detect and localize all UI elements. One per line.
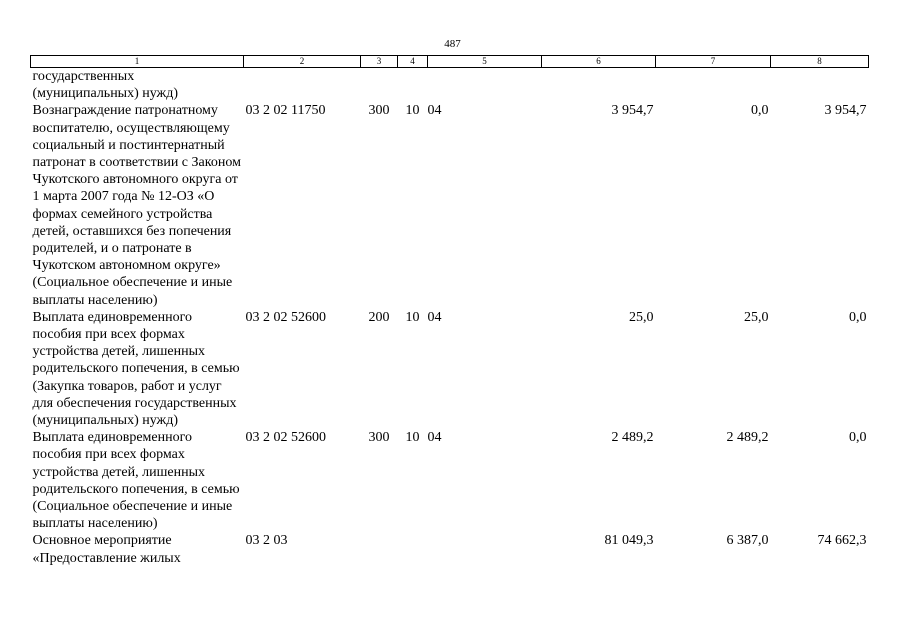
row-type — [361, 68, 398, 103]
row-value-7: 6 387,0 — [726, 533, 769, 549]
row-value-7: 0,0 — [751, 103, 769, 119]
table-row — [31, 309, 869, 429]
column-header-6: 6 — [542, 56, 656, 68]
row-value-6 — [542, 68, 656, 103]
row-value-8: 0,0 — [849, 430, 867, 446]
row-code: 03 2 03 — [245, 533, 288, 549]
column-header-4: 4 — [398, 56, 428, 68]
row-type: 200 — [368, 309, 390, 325]
row-section — [398, 68, 428, 103]
row-name: государственных (муниципальных) нужд) — [32, 69, 179, 102]
row-value-7: 2 489,2 — [726, 430, 769, 446]
row-code: 03 2 02 52600 — [245, 430, 326, 446]
column-header-8: 8 — [771, 56, 869, 68]
row-code: 03 2 02 11750 — [245, 103, 326, 119]
row-subsection: 04 — [427, 309, 442, 325]
column-header-7: 7 — [656, 56, 771, 68]
row-subsection — [428, 68, 542, 103]
row-name: Выплата единовременного пособия при всех формах устройства детей, лишенных родительского попечения, в семью (Социальное обеспечение и иные выплаты населению) — [32, 430, 240, 532]
row-name: Вознаграждение патронатному воспитателю, осуществляющему социальный и постинтернатный патронат в соответствии с Законом Чукотского автономного округа от 1 марта 2007 года № 12-ОЗ «О формах семейного устройства детей, оставшихся без попечения родителей, и о патронате в Чукотском автономном округе» (Социальное обеспечение и иные выплаты населению) — [32, 103, 241, 308]
row-subsection — [428, 532, 542, 566]
row-section: 10 — [405, 430, 420, 446]
row-section: 10 — [405, 103, 420, 119]
row-type: 300 — [368, 430, 390, 446]
row-value-6: 81 049,3 — [604, 533, 654, 549]
column-number-row — [31, 56, 869, 68]
row-code: 03 2 02 52600 — [245, 309, 326, 325]
row-subsection: 04 — [427, 430, 442, 446]
row-type — [361, 532, 398, 566]
row-code — [244, 68, 361, 103]
page-number: 487 — [444, 38, 461, 50]
row-value-6: 25,0 — [629, 309, 654, 325]
column-header-2: 2 — [244, 56, 361, 68]
row-value-6: 3 954,7 — [611, 103, 654, 119]
row-value-6: 2 489,2 — [611, 430, 654, 446]
row-name: Основное мероприятие «Предоставление жилых — [32, 533, 181, 566]
table-row — [31, 68, 869, 103]
row-type: 300 — [368, 103, 390, 119]
column-header-5: 5 — [428, 56, 542, 68]
budget-table — [30, 55, 869, 567]
column-header-3: 3 — [361, 56, 398, 68]
row-section: 10 — [405, 309, 420, 325]
row-value-8: 3 954,7 — [824, 103, 867, 119]
table-row — [31, 429, 869, 532]
row-value-8 — [771, 68, 869, 103]
row-value-7: 25,0 — [744, 309, 769, 325]
row-name: Выплата единовременного пособия при всех формах устройства детей, лишенных родительского попечения, в семью (Закупка товаров, работ и услуг для обеспечения государственных (муниципальных) нужд) — [32, 309, 240, 429]
column-header-1: 1 — [31, 56, 244, 68]
row-section — [398, 532, 428, 566]
row-value-7 — [656, 68, 771, 103]
row-value-8: 0,0 — [849, 309, 867, 325]
row-value-8: 74 662,3 — [817, 533, 867, 549]
table-row — [31, 532, 869, 566]
row-subsection: 04 — [427, 103, 442, 119]
table-row — [31, 102, 869, 308]
